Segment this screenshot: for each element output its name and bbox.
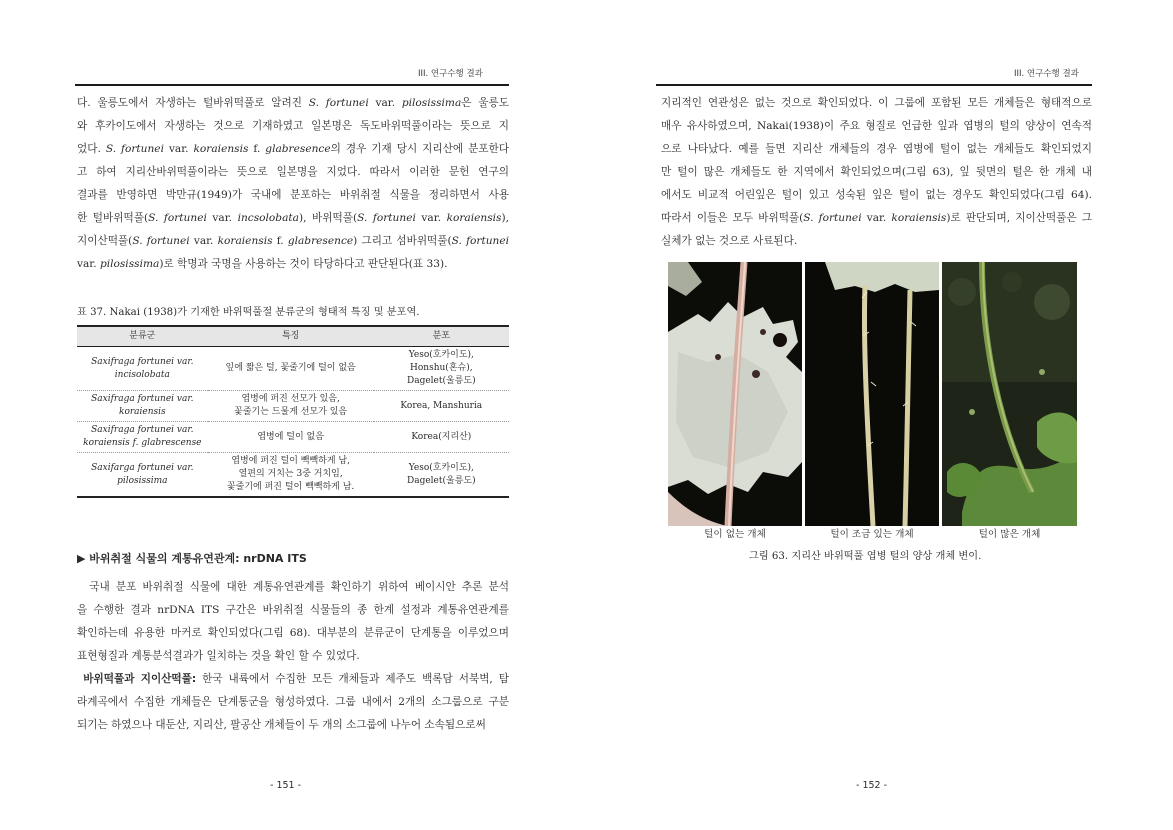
section-heading: ▶ 바위취절 식물의 계통유연관계: nrDNA ITS [77,552,307,565]
text-line: 국내 분포 바위취절 식물에 대한 계통유연관계를 확인하기 위하여 베이시안 추론 분석 [77,581,509,593]
photo-hairless-petiole [668,262,802,526]
text-run: 으로 나타났다. 예를 들면 지리산 개체들의 경우 엽병에 털이 없는 개체들도 확인되었지 [661,143,1092,155]
text-line [77,230,509,253]
text-line [661,161,1092,184]
text-run: var. [163,143,194,155]
distribution-cell [374,422,509,453]
cell-line: Dagelet(울릉도) [407,475,476,486]
left-page [0,0,586,830]
text-run: 은 울릉도 [461,97,509,109]
photo-hairless-image [668,262,802,526]
text-line [661,184,1092,207]
body-paragraph-1-right [661,92,1092,253]
header-rule-right [656,84,1092,86]
table-row [77,453,509,498]
cell-line: 꽃줄기는 드물게 선모가 있음 [234,407,348,417]
italic-term: koraiensis [193,143,249,155]
text-run: 와 후카이도에서 자생하는 것으로 기재하였고 일본명은 독도바위떡풀이라는 뜻으로 지 [77,120,509,132]
body-paragraph-1-left [77,92,509,276]
cell-line: 꽃줄기에 퍼진 털이 빽빽하게 남. [226,482,355,492]
distribution-cell [374,347,509,391]
photo-label-3: 털이 많은 개체 [978,529,1041,540]
cell-line: 잎에 짧은 털, 꽃줄기에 털이 없음 [225,363,356,373]
text-line [77,161,509,184]
text-line [661,115,1092,138]
text-line: 라계곡에서 수집한 개체들은 단계통군을 형성하였다. 그룹 내에서 2개의 소그룹으로 구분 [77,696,509,708]
text-line [661,207,1092,230]
text-line [661,230,1092,253]
photo-very-hairy-petiole [942,262,1077,526]
italic-term: pilosissima [401,97,462,109]
text-line [77,668,509,691]
table-header-cell: 분류군 [77,326,208,347]
text-run: var. [861,212,892,224]
text-run: 한국 내륙에서 수집한 모든 개체들과 제주도 백록담 서북벽, 탐 [196,673,509,685]
text-run: 실체가 없는 것으로 사료된다. [661,235,798,247]
text-run: f. [248,143,266,155]
text-run: ) 그리고 섬바위떡풀( [353,235,452,247]
text-run: 고 하여 지리산바위떡풀이라는 뜻으로 일본명을 지었다. 따라서 이러한 문헌 연구의 [77,166,509,178]
cell-line: Yeso(호카이도), [408,462,474,473]
taxa-table [77,325,509,498]
cell-line: Saxifraga fortunei var. [91,394,194,404]
table-row [77,347,509,391]
text-run: 다. 울릉도에서 자생하는 털바위떡풀로 알려진 [77,97,309,109]
cell-line: 열편의 거치는 3중 거치임, [238,469,343,479]
cell-line: Yeso(호카이도), [408,350,474,360]
text-run: 지리적인 연관성은 없는 것으로 확인되었다. 이 그룹에 포함된 모든 개체들은 형태적으로 [661,97,1092,109]
italic-term: incsolobata [237,212,299,224]
text-run: var. [77,258,100,270]
table-row [77,391,509,422]
text-line: 확인하는데 유용한 마커로 확인되었다(그림 68). 대부분의 분류군이 단계통을 이루었으며 [77,627,509,639]
cell-line: Saxifraga fortunei var. [91,425,194,435]
italic-term: S. fortunei [357,212,416,224]
body-paragraph-2-left [77,576,509,668]
table-header-cell: 분포 [374,326,509,347]
italic-term: koraiensis [446,212,502,224]
text-line [661,138,1092,161]
text-run: 만 털이 많은 개체들도 한 지역에서 확인되었으며(그림 63), 잎 뒷면의 털은 한 개체 내 [661,166,1092,178]
text-run: )로 학명과 국명을 사용하는 것이 타당하다고 판단된다(표 33). [159,258,448,270]
table-header-cell: 특징 [208,326,374,347]
features-cell [208,391,374,422]
text-line [77,207,509,230]
cell-line: Saxifraga fortunei var. [91,356,194,367]
cell-line: Dagelet(울릉도) [407,376,476,386]
italic-term: S. fortunei [132,235,190,247]
text-run: var. [189,235,218,247]
text-run: var. [415,212,447,224]
italic-term: S. fortunei [105,143,164,155]
text-run: 에서도 비교적 어린잎은 털이 있고 성숙된 잎은 털이 없는 경우도 확인되었다(그림 64). [661,189,1092,201]
page-number-left: - 151 - [270,780,302,791]
italic-term: glabresence [265,143,331,155]
text-run: 지이산떡풀( [77,235,133,247]
text-line [77,115,509,138]
cell-line: incisolobata [114,369,170,380]
cell-line: 엽병에 털이 없음 [257,431,324,442]
page-number-right: - 152 - [856,780,888,791]
cell-line: koraiensis [118,407,166,417]
cell-line: Korea, Manshuria [400,400,483,411]
running-header-right: III. 연구수행 결과 [1014,69,1079,79]
cell-line: 엽병에 퍼진 털이 빽빽하게 남, [231,456,350,466]
italic-term: S. fortunei [148,212,207,224]
photo-slightly-hairy-petiole [805,262,939,526]
cell-line: Korea(지리산) [411,431,472,442]
cell-line: 엽병에 퍼진 선모가 있음, [241,394,340,404]
figure-caption: 그림 63. 지리산 바위떡풀 엽병 털의 양상 개체 변이. [749,551,982,562]
photo-very-hairy-image [942,262,1077,526]
text-run: var. [206,212,238,224]
italic-term: koraiensis [217,235,273,247]
italic-term: S. fortunei [308,97,369,109]
text-line: 을 수행한 결과 nrDNA ITS 구간은 바위취절 식물들의 종 한계 설정과 계통유연관계를 [77,604,509,616]
text-run: 한 털바위떡풀( [77,212,149,224]
table-row [77,422,509,453]
italic-term: koraiensis [891,212,947,224]
header-rule-left [75,84,509,86]
text-run: ), [501,212,509,224]
text-run: 결과를 반영하면 박만규(1949)가 국내에 분포하는 바위취절 식물을 정리하면서 사용 [77,189,509,201]
text-run: 었다. [77,143,106,155]
bold-keyword: 바위떡풀과 지이산떡풀: [77,673,197,685]
text-run: var. [368,97,402,109]
table-header-row [77,326,509,347]
cell-line: koraiensis f. glabrescense [83,438,202,448]
distribution-cell [374,391,509,422]
taxon-cell [77,391,208,422]
photo-label-2: 털이 조금 있는 개체 [830,529,914,540]
text-line [77,184,509,207]
photo-slightly-hairy-image [805,262,939,526]
taxon-cell [77,453,208,498]
text-run: ), 바위떡풀( [298,212,358,224]
text-line [661,92,1092,115]
distribution-cell [374,453,509,498]
taxon-cell [77,347,208,391]
text-run: 의 경우 기재 당시 지리산에 분포한다 [330,143,509,155]
features-cell [208,347,374,391]
italic-term: glabresence [287,235,354,247]
text-line [77,92,509,115]
features-cell [208,422,374,453]
text-line [77,253,509,276]
running-header-left: III. 연구수행 결과 [418,69,483,79]
italic-term: S. fortunei [451,235,509,247]
cell-line: pilosissima [117,475,168,486]
text-run: 따라서 이들은 모두 바위떡풀( [661,212,804,224]
text-run: 매우 유사하였으며, Nakai(1938)이 주요 형질로 언급한 잎과 엽병의 털의 양상이 연속적 [661,120,1092,132]
text-line: 되기는 하였으나 대둔산, 지리산, 팔공산 개체들이 두 개의 소그룹에 나누어 소속됨으로써 [77,719,486,731]
cell-line: Saxifarga fortunei var. [91,462,194,473]
cell-line: Honshu(혼슈), [410,363,473,373]
table-caption: 표 37. Nakai (1938)가 기재한 바위떡풀절 분류군의 형태적 특징 및 분포역. [77,307,420,318]
italic-term: S. fortunei [803,212,862,224]
right-page [586,0,1173,830]
photo-label-1: 털이 없는 개체 [704,529,766,540]
text-line: 표현형질과 계통분석결과가 일치하는 것을 확인 할 수 있었다. [77,650,360,662]
features-cell [208,453,374,498]
italic-term: pilosissima [99,258,160,270]
taxon-cell [77,422,208,453]
text-run: )로 판단되며, 지이산떡풀은 그 [946,212,1092,224]
text-line [77,138,509,161]
text-run: f. [272,235,288,247]
body-paragraph-3-left [77,668,509,737]
